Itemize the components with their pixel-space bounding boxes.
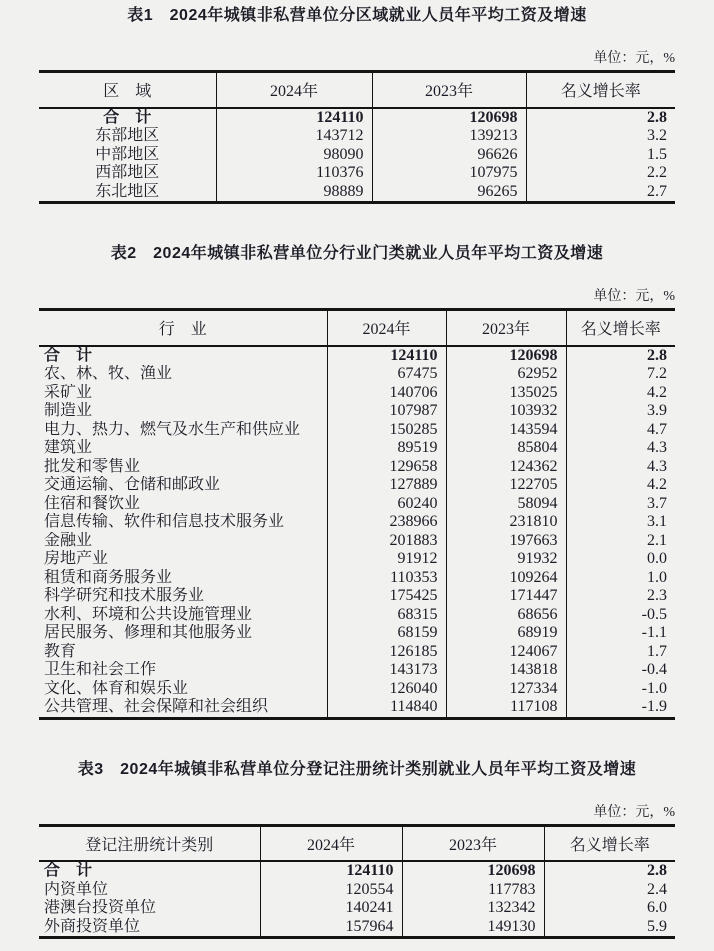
value-2023: 171447: [446, 587, 566, 606]
table-row: [39, 899, 675, 918]
value-2024: 68159: [327, 624, 446, 643]
column-header-2024: 2024年: [260, 825, 402, 861]
value-growth: 1.0: [566, 569, 675, 588]
row-label: 教育: [44, 642, 77, 660]
table-row: [39, 164, 675, 183]
value-2023: 139213: [372, 127, 526, 146]
value-2023: 122705: [446, 476, 566, 495]
table-row: [39, 365, 675, 384]
row-label: 信息传输、软件和信息技术服务业: [44, 513, 285, 530]
row-label: 金融业: [44, 531, 93, 549]
value-growth: 2.2: [526, 164, 675, 183]
value-2024: 175425: [327, 587, 446, 606]
value-2023: 107975: [372, 164, 526, 183]
value-2023: 58094: [446, 495, 566, 514]
value-growth: 2.8: [544, 861, 675, 881]
row-label: 建筑业: [44, 439, 93, 456]
value-2024: 157964: [260, 918, 402, 938]
value-growth: 2.8: [526, 108, 675, 128]
registration-type-wage-section: [39, 760, 675, 940]
table-row: [39, 569, 675, 588]
value-2023: 68656: [446, 606, 566, 625]
row-label: 合 计: [44, 862, 93, 879]
table2-unit-label: 单位：元，%: [593, 289, 675, 304]
column-header-growth: 名义增长率: [526, 72, 675, 108]
value-2023: 91932: [446, 550, 566, 569]
row-label: 文化、体育和娱乐业: [44, 679, 189, 697]
value-2024: 129658: [327, 458, 446, 477]
value-2023: 120698: [402, 861, 544, 881]
value-2023: 117108: [446, 698, 566, 718]
value-2023: 132342: [402, 899, 544, 918]
table2-body: [39, 346, 675, 719]
value-growth: 3.7: [566, 495, 675, 514]
column-header-2023: 2023年: [402, 825, 544, 861]
value-2024: 126040: [327, 680, 446, 699]
value-growth: 2.4: [544, 881, 675, 900]
table-row: [39, 495, 675, 514]
industry-wage-table: [39, 308, 675, 720]
table-row: [39, 384, 675, 403]
row-label: 内资单位: [44, 880, 109, 898]
table3-title: 表3 2024年城镇非私营单位分登记注册统计类别就业人员年平均工资及增速: [77, 760, 637, 778]
value-growth: -1.1: [566, 624, 675, 643]
value-2023: 120698: [372, 108, 526, 128]
value-growth: 7.2: [566, 365, 675, 384]
value-2023: 143818: [446, 661, 566, 680]
row-label: 农、林、牧、渔业: [44, 365, 173, 382]
column-header-growth: 名义增长率: [544, 825, 675, 861]
row-label: 外商投资单位: [44, 917, 141, 935]
row-label: 电力、热力、燃气及水生产和供应业: [44, 420, 301, 438]
value-2023: 96265: [372, 183, 526, 203]
table-row: [39, 458, 675, 477]
value-2024: 68315: [327, 606, 446, 625]
row-label: 住宿和餐饮业: [44, 494, 141, 512]
value-growth: -1.0: [566, 680, 675, 699]
row-label: 房地产业: [44, 550, 109, 567]
value-growth: 3.2: [526, 127, 675, 146]
registration-type-wage-table: [39, 824, 675, 940]
value-growth: -1.9: [566, 698, 675, 718]
value-2024: 89519: [327, 439, 446, 458]
row-label: 居民服务、修理和其他服务业: [44, 624, 253, 641]
table-row: [39, 680, 675, 699]
value-2023: 143594: [446, 421, 566, 440]
value-2023: 149130: [402, 918, 544, 938]
row-label: 东北地区: [95, 182, 160, 200]
table-row: [39, 861, 675, 881]
value-2023: 117783: [402, 881, 544, 900]
column-header-2023: 2023年: [446, 310, 566, 346]
row-label: 水利、环境和公共设施管理业: [44, 605, 253, 623]
value-growth: 4.7: [566, 421, 675, 440]
value-growth: -0.4: [566, 661, 675, 680]
value-2023: 124362: [446, 458, 566, 477]
row-label: 租赁和商务服务业: [44, 568, 173, 586]
row-label: 公共管理、社会保障和社会组织: [44, 698, 269, 715]
column-header-growth: 名义增长率: [566, 310, 675, 346]
value-2024: 238966: [327, 513, 446, 532]
row-label: 交通运输、仓储和邮政业: [44, 476, 221, 493]
value-2024: 143173: [327, 661, 446, 680]
value-2024: 140706: [327, 384, 446, 403]
value-2023: 231810: [446, 513, 566, 532]
table1-unit-label: 单位：元，%: [593, 51, 675, 66]
column-header-2024: 2024年: [327, 310, 446, 346]
value-growth: 5.9: [544, 918, 675, 938]
row-label: 采矿业: [44, 383, 93, 401]
value-2023: 62952: [446, 365, 566, 384]
row-label: 卫生和社会工作: [44, 661, 157, 678]
value-2023: 124067: [446, 643, 566, 662]
value-2023: 103932: [446, 402, 566, 421]
value-growth: 4.3: [566, 458, 675, 477]
row-label: 合 计: [44, 346, 93, 364]
value-2024: 124110: [260, 861, 402, 881]
table-row: [39, 127, 675, 146]
value-2023: 68919: [446, 624, 566, 643]
region-wage-table: [39, 70, 675, 204]
table1-header-row: [39, 72, 675, 108]
value-2024: 91912: [327, 550, 446, 569]
value-2024: 67475: [327, 365, 446, 384]
value-2024: 201883: [327, 532, 446, 551]
value-2024: 124110: [216, 108, 372, 128]
value-growth: 2.7: [526, 183, 675, 203]
value-growth: 2.8: [566, 346, 675, 366]
row-label: 中部地区: [95, 145, 160, 163]
value-growth: 2.1: [566, 532, 675, 551]
value-2023: 109264: [446, 569, 566, 588]
table3-body: [39, 861, 675, 938]
column-header-registration-type: 登记注册统计类别: [39, 825, 260, 861]
table-row: [39, 624, 675, 643]
value-2024: 126185: [327, 643, 446, 662]
value-2023: 96626: [372, 146, 526, 165]
value-2024: 143712: [216, 127, 372, 146]
value-2023: 85804: [446, 439, 566, 458]
value-2024: 120554: [260, 881, 402, 900]
value-growth: 6.0: [544, 899, 675, 918]
value-2024: 98090: [216, 146, 372, 165]
table-row: [39, 476, 675, 495]
value-2024: 150285: [327, 421, 446, 440]
value-growth: 3.9: [566, 402, 675, 421]
value-growth: 4.3: [566, 439, 675, 458]
row-label: 科学研究和技术服务业: [44, 587, 205, 604]
value-growth: 0.0: [566, 550, 675, 569]
row-label: 东部地区: [95, 127, 160, 144]
table1-body: [39, 108, 675, 203]
column-header-2024: 2024年: [216, 72, 372, 108]
table-row: [39, 421, 675, 440]
value-growth: 4.2: [566, 384, 675, 403]
table-row: [39, 183, 675, 203]
value-2023: 127334: [446, 680, 566, 699]
table-row: [39, 532, 675, 551]
row-label: 西部地区: [95, 164, 160, 181]
value-2024: 124110: [327, 346, 446, 366]
table-row: [39, 146, 675, 165]
table-row: [39, 918, 675, 938]
row-label: 制造业: [44, 402, 93, 419]
value-growth: 1.7: [566, 643, 675, 662]
value-2024: 127889: [327, 476, 446, 495]
table-row: [39, 402, 675, 421]
row-label: 批发和零售业: [44, 457, 141, 475]
value-growth: 3.1: [566, 513, 675, 532]
value-growth: 2.3: [566, 587, 675, 606]
value-growth: 4.2: [566, 476, 675, 495]
table-row: [39, 587, 675, 606]
value-2024: 98889: [216, 183, 372, 203]
table2-header-row: [39, 310, 675, 346]
table-row: [39, 606, 675, 625]
value-2023: 197663: [446, 532, 566, 551]
column-header-region: 区 域: [39, 72, 216, 108]
row-label: 合 计: [103, 108, 152, 126]
column-header-industry: 行 业: [39, 310, 327, 346]
value-2024: 110376: [216, 164, 372, 183]
value-2024: 60240: [327, 495, 446, 514]
region-wage-section: [39, 6, 675, 204]
table-row: [39, 698, 675, 718]
value-2023: 135025: [446, 384, 566, 403]
table-row: [39, 439, 675, 458]
table-row: [39, 513, 675, 532]
value-growth: 1.5: [526, 146, 675, 165]
table-row: [39, 550, 675, 569]
table-row: [39, 881, 675, 900]
industry-wage-section: [39, 244, 675, 720]
value-2024: 110353: [327, 569, 446, 588]
table2-title: 表2 2024年城镇非私营单位分行业门类就业人员年平均工资及增速: [110, 245, 604, 262]
row-label: 港澳台投资单位: [44, 899, 157, 916]
table1-title: 表1 2024年城镇非私营单位分区域就业人员年平均工资及增速: [127, 7, 587, 24]
value-2024: 140241: [260, 899, 402, 918]
table3-header-row: [39, 825, 675, 861]
value-2023: 120698: [446, 346, 566, 366]
table-row: [39, 108, 675, 128]
table-row: [39, 643, 675, 662]
column-header-2023: 2023年: [372, 72, 526, 108]
table3-unit-label: 单位：元，%: [593, 804, 675, 820]
value-growth: -0.5: [566, 606, 675, 625]
table-row: [39, 346, 675, 366]
value-2024: 107987: [327, 402, 446, 421]
table-row: [39, 661, 675, 680]
value-2024: 114840: [327, 698, 446, 718]
